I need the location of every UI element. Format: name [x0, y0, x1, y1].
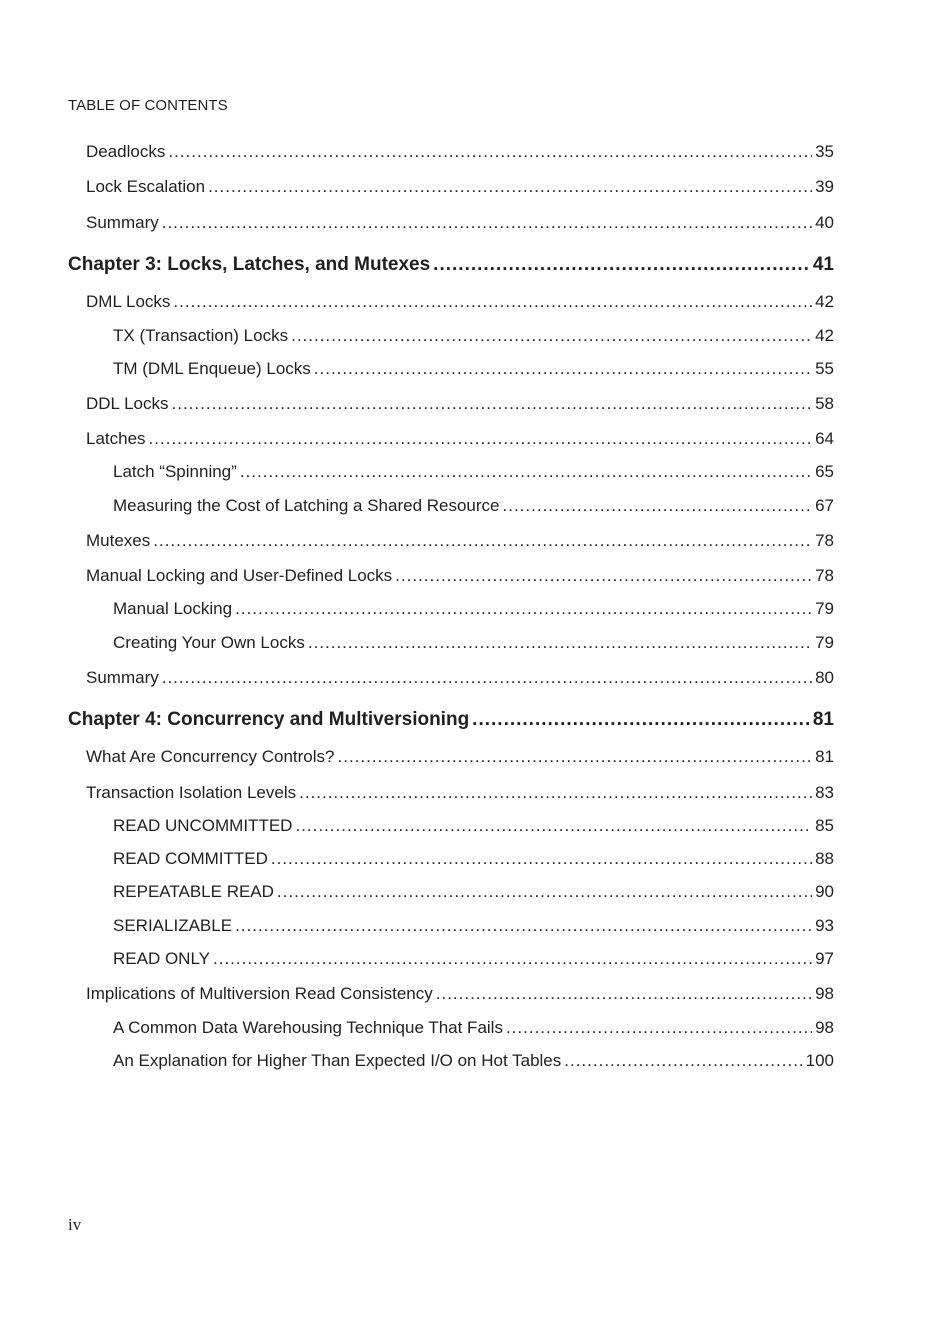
toc-entry [86, 290, 834, 314]
toc-entry-page: 100 [805, 1051, 834, 1070]
toc-entry-title: SERIALIZABLE [113, 916, 233, 935]
toc-entry-page: 78 [815, 566, 834, 585]
toc-entry [113, 357, 834, 381]
toc-entry-page: 58 [815, 394, 834, 413]
dot-leader [314, 357, 812, 381]
toc-entry [86, 982, 834, 1006]
toc-entry-title: Deadlocks [86, 142, 166, 161]
dot-leader [436, 982, 812, 1006]
toc-entry [113, 324, 834, 348]
dot-leader [338, 745, 813, 769]
running-head: TABLE OF CONTENTS [68, 97, 228, 114]
dot-leader [172, 392, 813, 416]
toc-entry-title: Creating Your Own Locks [113, 633, 305, 652]
toc-entry-page: 80 [815, 668, 834, 687]
toc-entry-title: Lock Escalation [86, 177, 206, 196]
toc-entry-page: 35 [815, 142, 834, 161]
dot-leader [277, 880, 812, 904]
toc-entry [86, 564, 834, 588]
toc-entry [86, 745, 834, 769]
toc-entry-title: Measuring the Cost of Latching a Shared Resource [113, 496, 500, 515]
toc-entry-page: 41 [812, 254, 834, 275]
dot-leader [395, 564, 812, 588]
toc-entry-title: Latches [86, 429, 146, 448]
toc-entry-page: 83 [815, 783, 834, 802]
toc-entry-title: REPEATABLE READ [113, 882, 274, 901]
dot-leader [299, 781, 812, 805]
toc-entry-title: READ ONLY [113, 949, 210, 968]
toc-entry-title: Mutexes [86, 531, 151, 550]
toc-entry-title: An Explanation for Higher Than Expected I/O on Hot Tables [113, 1051, 562, 1070]
dot-leader [162, 666, 812, 690]
toc-entry-page: 79 [815, 599, 834, 618]
toc-entry [113, 1049, 834, 1073]
toc-entry-title: Manual Locking and User-Defined Locks [86, 566, 393, 585]
toc-entry [86, 211, 834, 235]
dot-leader [149, 427, 813, 451]
toc-entry-title: Summary [86, 668, 159, 687]
toc-entry-page: 97 [815, 949, 834, 968]
toc-entry-title: DML Locks [86, 292, 171, 311]
dot-leader [235, 914, 812, 938]
toc-entry-title: Manual Locking [113, 599, 233, 618]
toc-entry-page: 67 [815, 496, 834, 515]
toc-entry-page: 79 [815, 633, 834, 652]
dot-leader [506, 1016, 812, 1040]
toc-entry-page: 98 [815, 984, 834, 1003]
toc-entry [86, 392, 834, 416]
dot-leader [240, 460, 812, 484]
toc-entry-page: 90 [815, 882, 834, 901]
dot-leader [168, 140, 812, 164]
toc-entry-page: 85 [815, 816, 834, 835]
dot-leader [153, 529, 812, 553]
toc-entry-page: 81 [812, 709, 834, 730]
toc-entry [113, 1016, 834, 1040]
toc-entry-title: What Are Concurrency Controls? [86, 747, 335, 766]
toc-entry [113, 460, 834, 484]
toc-entry-title: TM (DML Enqueue) Locks [113, 359, 311, 378]
dot-leader [433, 253, 810, 277]
toc-entry-page: 65 [815, 462, 834, 481]
toc-entry [86, 529, 834, 553]
toc-entry-title: Chapter 3: Locks, Latches, and Mutexes [68, 254, 431, 275]
toc-entry-title: DDL Locks [86, 394, 169, 413]
toc-entry [86, 781, 834, 805]
toc-entry-page: 88 [815, 849, 834, 868]
page-number: iv [68, 1215, 82, 1234]
toc-entry-page: 40 [815, 213, 834, 232]
toc-entry-title: A Common Data Warehousing Technique That Fails [113, 1018, 503, 1037]
toc-entry [86, 666, 834, 690]
toc-entry-title: READ COMMITTED [113, 849, 268, 868]
dot-leader [503, 494, 813, 518]
dot-leader [564, 1049, 802, 1073]
toc-entry-title: Summary [86, 213, 159, 232]
toc-entry-page: 93 [815, 916, 834, 935]
toc-entry-title: Implications of Multiversion Read Consistency [86, 984, 433, 1003]
toc-entry-page: 64 [815, 429, 834, 448]
dot-leader [208, 175, 812, 199]
dot-leader [271, 847, 812, 871]
toc-entry [113, 814, 834, 838]
toc-entry-page: 42 [815, 292, 834, 311]
dot-leader [295, 814, 812, 838]
toc-entry [113, 914, 834, 938]
toc-entry [86, 140, 834, 164]
toc-entry [113, 597, 834, 621]
toc-entry-title: Latch “Spinning” [113, 462, 237, 481]
toc-entry [113, 947, 834, 971]
toc-entry-page: 98 [815, 1018, 834, 1037]
dot-leader [308, 631, 812, 655]
toc-entry [113, 847, 834, 871]
toc-chapter-entry [68, 708, 834, 732]
toc-entry-page: 39 [815, 177, 834, 196]
toc-entry [113, 494, 834, 518]
toc-entry-title: READ UNCOMMITTED [113, 816, 293, 835]
toc-chapter-entry [68, 253, 834, 277]
dot-leader [162, 211, 812, 235]
dot-leader [472, 708, 810, 732]
toc-entry-page: 78 [815, 531, 834, 550]
toc-entry-page: 81 [815, 747, 834, 766]
dot-leader [213, 947, 812, 971]
toc-entry-title: TX (Transaction) Locks [113, 326, 289, 345]
toc-entry-page: 42 [815, 326, 834, 345]
dot-leader [173, 290, 812, 314]
toc-entry [113, 631, 834, 655]
toc-entry-title: Transaction Isolation Levels [86, 783, 297, 802]
toc-entry [86, 175, 834, 199]
toc-entry-page: 55 [815, 359, 834, 378]
toc-entry-title: Chapter 4: Concurrency and Multiversioning [68, 709, 470, 730]
toc-entry [86, 427, 834, 451]
dot-leader [291, 324, 812, 348]
dot-leader [235, 597, 812, 621]
toc-entry [113, 880, 834, 904]
